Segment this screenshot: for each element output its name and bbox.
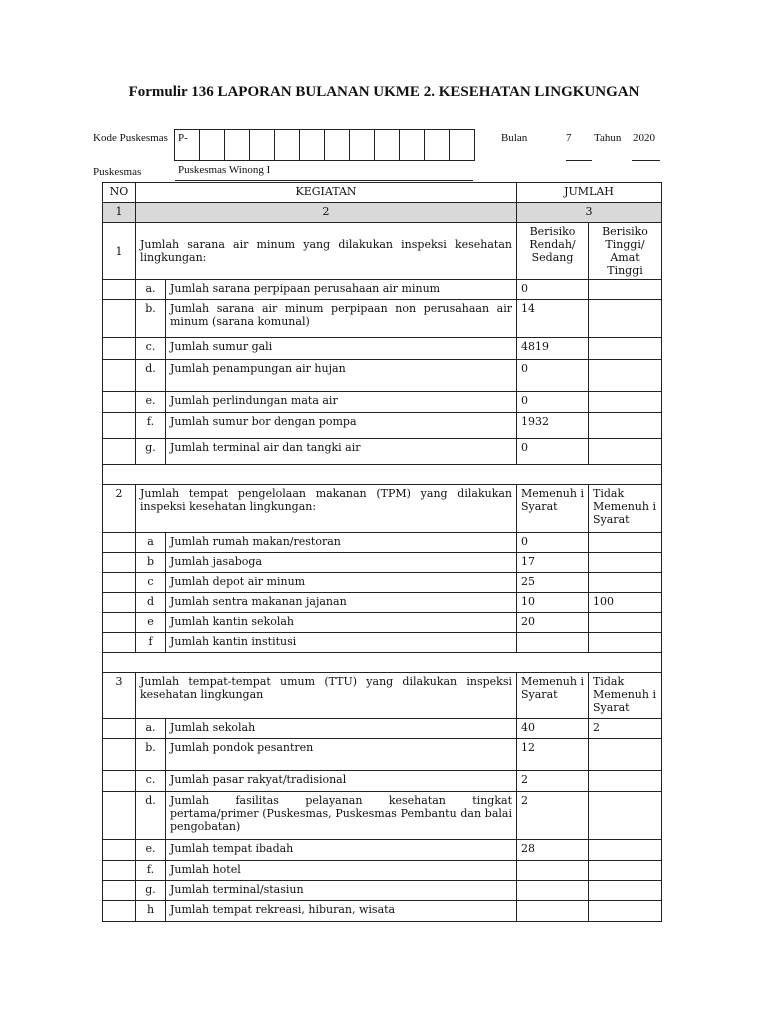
empty-cell (103, 719, 136, 739)
kode-box[interactable] (324, 129, 350, 161)
section-number: 1 (103, 223, 136, 280)
puskesmas-underline (175, 180, 473, 181)
value-cell-1[interactable]: 0 (517, 360, 589, 392)
row-label: Jumlah sentra makanan jajanan (166, 593, 517, 613)
kode-puskesmas-boxes[interactable] (175, 129, 475, 161)
value-cell-1[interactable]: 0 (517, 533, 589, 553)
row-label: Jumlah sekolah (166, 719, 517, 739)
empty-cell (103, 439, 136, 465)
spacer-cell (103, 653, 662, 673)
value-cell-2[interactable] (589, 792, 662, 840)
row-label: Jumlah terminal air dan tangki air (166, 439, 517, 465)
subheader-2: Tidak Memenuh i Syarat (589, 673, 662, 719)
tahun-label: Tahun (594, 132, 622, 144)
row-label: Jumlah sarana air minum perpipaan non perusahaan air minum (sarana komunal) (166, 300, 517, 338)
empty-cell (103, 573, 136, 593)
row-label: Jumlah pasar rakyat/tradisional (166, 771, 517, 792)
table-row (103, 338, 662, 360)
empty-cell (103, 338, 136, 360)
section-row (103, 485, 662, 533)
value-cell-1[interactable] (517, 633, 589, 653)
value-cell-2[interactable] (589, 771, 662, 792)
table-row (103, 392, 662, 413)
empty-cell (103, 881, 136, 901)
section-row (103, 223, 662, 280)
table-row (103, 280, 662, 300)
subheader-1: Memenuh i Syarat (517, 673, 589, 719)
value-cell-2[interactable] (589, 360, 662, 392)
row-label: Jumlah kantin institusi (166, 633, 517, 653)
kode-box[interactable] (199, 129, 225, 161)
section-row (103, 673, 662, 719)
kode-box[interactable] (349, 129, 375, 161)
empty-cell (103, 901, 136, 922)
value-cell-2[interactable] (589, 573, 662, 593)
spacer-row (103, 653, 662, 673)
bulan-value[interactable]: 7 (566, 132, 572, 144)
empty-cell (103, 413, 136, 439)
table-row (103, 413, 662, 439)
empty-cell (103, 771, 136, 792)
form-title: Formulir 136 LAPORAN BULANAN UKME 2. KESEHATAN LINGKUNGAN (128, 84, 640, 100)
table-row (103, 792, 662, 840)
empty-cell (103, 392, 136, 413)
row-label: Jumlah perlindungan mata air (166, 392, 517, 413)
value-cell-1[interactable]: 20 (517, 613, 589, 633)
column-number-row (103, 203, 662, 223)
kode-puskesmas-label: Kode Puskesmas (93, 132, 168, 144)
col-number-1: 1 (103, 203, 136, 223)
col-number-2: 2 (136, 203, 517, 223)
value-cell-2[interactable] (589, 338, 662, 360)
value-cell-1[interactable]: 12 (517, 739, 589, 771)
value-cell-2[interactable] (589, 300, 662, 338)
puskesmas-value[interactable]: Puskesmas Winong I (178, 164, 271, 176)
section-number: 3 (103, 673, 136, 719)
row-label: Jumlah kantin sekolah (166, 613, 517, 633)
empty-cell (103, 593, 136, 613)
kode-box[interactable] (249, 129, 275, 161)
kode-box[interactable] (449, 129, 475, 161)
row-letter: e. (136, 392, 166, 413)
row-letter: f (136, 633, 166, 653)
value-cell-2[interactable] (589, 413, 662, 439)
table-row (103, 840, 662, 861)
row-label: Jumlah jasaboga (166, 553, 517, 573)
kode-box[interactable] (424, 129, 450, 161)
empty-cell (103, 280, 136, 300)
row-label: Jumlah hotel (166, 861, 517, 881)
row-label: Jumlah terminal/stasiun (166, 881, 517, 901)
spacer-row (103, 465, 662, 485)
row-letter: d (136, 593, 166, 613)
row-letter: e. (136, 840, 166, 861)
value-cell-1[interactable]: 1932 (517, 413, 589, 439)
table-row (103, 593, 662, 613)
tahun-underline (632, 160, 660, 161)
report-table (102, 182, 662, 922)
value-cell-1[interactable]: 0 (517, 280, 589, 300)
bulan-label: Bulan (501, 132, 528, 144)
value-cell-1[interactable]: 25 (517, 573, 589, 593)
table-row (103, 881, 662, 901)
section-title: Jumlah tempat-tempat umum (TTU) yang dilakukan inspeksi kesehatan lingkungan (136, 673, 517, 719)
value-cell-2[interactable] (589, 280, 662, 300)
table-row (103, 573, 662, 593)
row-letter: g. (136, 439, 166, 465)
subheader-2: Berisiko Tinggi/ Amat Tinggi (589, 223, 662, 280)
value-cell-1[interactable]: 0 (517, 392, 589, 413)
row-letter: a. (136, 719, 166, 739)
value-cell-1[interactable]: 40 (517, 719, 589, 739)
value-cell-1[interactable]: 2 (517, 792, 589, 840)
row-label: Jumlah tempat rekreasi, hiburan, wisata (166, 901, 517, 922)
row-letter: b. (136, 739, 166, 771)
value-cell-2[interactable] (589, 553, 662, 573)
row-label: Jumlah sumur gali (166, 338, 517, 360)
value-cell-2[interactable] (589, 392, 662, 413)
table-row (103, 771, 662, 792)
table-row (103, 901, 662, 922)
row-letter: a. (136, 280, 166, 300)
value-cell-2[interactable] (589, 901, 662, 922)
empty-cell (103, 739, 136, 771)
value-cell-2[interactable] (589, 633, 662, 653)
value-cell-2[interactable] (589, 881, 662, 901)
row-letter: d. (136, 360, 166, 392)
row-letter: b (136, 553, 166, 573)
row-letter: c. (136, 771, 166, 792)
row-letter: c. (136, 338, 166, 360)
value-cell-1[interactable]: 17 (517, 553, 589, 573)
empty-cell (103, 633, 136, 653)
value-cell-1[interactable]: 4819 (517, 338, 589, 360)
value-cell-1[interactable]: 0 (517, 439, 589, 465)
value-cell-2[interactable]: 100 (589, 593, 662, 613)
value-cell-2[interactable] (589, 533, 662, 553)
empty-cell (103, 300, 136, 338)
subheader-1: Berisiko Rendah/ Sedang (517, 223, 589, 280)
col-jumlah-header: JUMLAH (517, 183, 662, 203)
value-cell-2[interactable] (589, 439, 662, 465)
kode-box[interactable] (399, 129, 425, 161)
tahun-value[interactable]: 2020 (633, 132, 655, 144)
value-cell-2[interactable]: 2 (589, 719, 662, 739)
kode-box[interactable] (224, 129, 250, 161)
row-label: Jumlah rumah makan/restoran (166, 533, 517, 553)
table-row (103, 533, 662, 553)
table-row (103, 613, 662, 633)
empty-cell (103, 553, 136, 573)
table-row (103, 633, 662, 653)
kode-box[interactable] (374, 129, 400, 161)
row-letter: d. (136, 792, 166, 840)
empty-cell (103, 533, 136, 553)
col-no-header: NO (103, 183, 136, 203)
section-title: Jumlah sarana air minum yang dilakukan inspeksi kesehatan lingkungan: (136, 223, 517, 280)
empty-cell (103, 792, 136, 840)
col-number-3: 3 (517, 203, 662, 223)
kode-box[interactable] (299, 129, 325, 161)
col-kegiatan-header: KEGIATAN (136, 183, 517, 203)
row-label: Jumlah penampungan air hujan (166, 360, 517, 392)
table-row (103, 739, 662, 771)
subheader-2: Tidak Memenuh i Syarat (589, 485, 662, 533)
row-letter: a (136, 533, 166, 553)
row-letter: e (136, 613, 166, 633)
empty-cell (103, 861, 136, 881)
spacer-cell (103, 465, 662, 485)
value-cell-1[interactable] (517, 901, 589, 922)
subheader-1: Memenuh i Syarat (517, 485, 589, 533)
value-cell-2[interactable] (589, 613, 662, 633)
value-cell-2[interactable] (589, 861, 662, 881)
table-row (103, 360, 662, 392)
value-cell-1[interactable]: 10 (517, 593, 589, 613)
value-cell-2[interactable] (589, 739, 662, 771)
table-row (103, 861, 662, 881)
value-cell-1[interactable] (517, 861, 589, 881)
value-cell-1[interactable]: 28 (517, 840, 589, 861)
value-cell-1[interactable] (517, 881, 589, 901)
table-row (103, 439, 662, 465)
value-cell-2[interactable] (589, 840, 662, 861)
row-letter: c (136, 573, 166, 593)
row-label: Jumlah pondok pesantren (166, 739, 517, 771)
kode-box[interactable] (274, 129, 300, 161)
row-label: Jumlah tempat ibadah (166, 840, 517, 861)
empty-cell (103, 840, 136, 861)
table-row (103, 300, 662, 338)
table-row (103, 719, 662, 739)
kode-box[interactable]: P- (174, 129, 200, 161)
row-label: Jumlah fasilitas pelayanan kesehatan tingkat pertama/primer (Puskesmas, Puskesmas Pembantu dan balai pengobatan) (166, 792, 517, 840)
empty-cell (103, 613, 136, 633)
empty-cell (103, 360, 136, 392)
value-cell-1[interactable]: 14 (517, 300, 589, 338)
row-label: Jumlah sarana perpipaan perusahaan air minum (166, 280, 517, 300)
row-letter: b. (136, 300, 166, 338)
row-letter: h (136, 901, 166, 922)
row-label: Jumlah sumur bor dengan pompa (166, 413, 517, 439)
row-letter: g. (136, 881, 166, 901)
section-title: Jumlah tempat pengelolaan makanan (TPM) yang dilakukan inspeksi kesehatan lingkungan: (136, 485, 517, 533)
row-letter: f. (136, 861, 166, 881)
table-header-row (103, 183, 662, 203)
puskesmas-label: Puskesmas (93, 166, 142, 178)
table-row (103, 553, 662, 573)
value-cell-1[interactable]: 2 (517, 771, 589, 792)
bulan-underline (566, 160, 592, 161)
row-label: Jumlah depot air minum (166, 573, 517, 593)
section-number: 2 (103, 485, 136, 533)
row-letter: f. (136, 413, 166, 439)
